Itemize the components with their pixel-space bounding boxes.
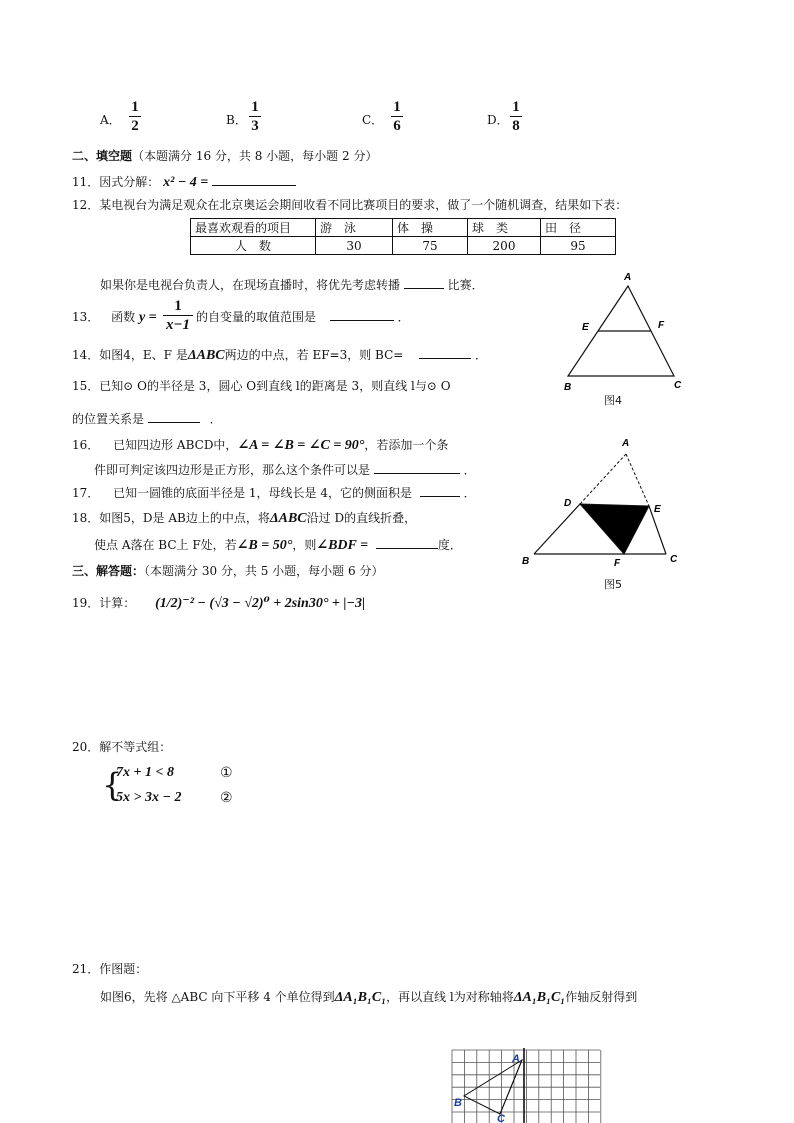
q13 bbox=[72, 308, 157, 326]
q14-number: 14． bbox=[72, 348, 100, 362]
q18-text: 如图5，D是 AB边上的中点，将 bbox=[99, 511, 270, 525]
fig5-label-c: C bbox=[670, 554, 678, 565]
q17-text: 已知一圆锥的底面半径是 1，母线长是 4，它的侧面积是 bbox=[113, 486, 413, 500]
q18-line2-text: 使点 A落在 BC上 F处，若 bbox=[94, 538, 237, 552]
option-a-letter: A． bbox=[100, 113, 121, 127]
q13-fraction bbox=[162, 297, 194, 334]
q14 bbox=[72, 346, 487, 364]
q14-text: 如图4，E、F 是 bbox=[99, 348, 188, 362]
option-b-denominator: 3 bbox=[251, 118, 259, 134]
q13-denominator: x−1 bbox=[165, 317, 191, 333]
section3-heading bbox=[72, 562, 383, 579]
option-a-numerator: 1 bbox=[131, 99, 139, 115]
figure-6-grid bbox=[450, 1048, 602, 1123]
q21-number: 21． bbox=[72, 962, 100, 976]
option-c-denominator: 6 bbox=[393, 118, 401, 134]
section2-title: 二、填空题 bbox=[72, 149, 133, 163]
q15-number: 15． bbox=[72, 379, 100, 393]
fig4-caption: 图4 bbox=[604, 394, 622, 407]
option-d-denominator: 8 bbox=[512, 118, 520, 134]
q13-suffix: 的自变量的取值范围是 bbox=[196, 310, 317, 324]
q14-triangle: ΔABC bbox=[187, 348, 225, 363]
fig6-label-b: B bbox=[454, 1097, 462, 1109]
q11-text: 因式分解： bbox=[99, 175, 160, 189]
q18-line2 bbox=[94, 536, 462, 554]
q18-angle-bdf: ∠BDF = bbox=[316, 538, 369, 553]
q14-text2: 两边的中点，若 EF=3，则 BC= bbox=[224, 348, 404, 362]
q20-brace: { bbox=[102, 766, 123, 804]
q16-text2: ，若添加一个条 bbox=[364, 438, 449, 452]
option-d-numerator: 1 bbox=[512, 99, 520, 115]
table-header-cell: 最喜欢观看的项目 bbox=[191, 219, 316, 237]
q21-line2b: ，再以直线 l为对称轴将 bbox=[386, 990, 514, 1004]
figure-5 bbox=[516, 434, 686, 574]
q21-line2 bbox=[100, 988, 637, 1006]
section2-heading bbox=[72, 147, 377, 164]
q15-line2-text: 的位置关系是 bbox=[72, 412, 145, 426]
q20-mark-1: ① bbox=[220, 765, 233, 781]
fig5-label-b: B bbox=[522, 556, 530, 567]
fig4-label-f: F bbox=[658, 320, 665, 331]
q18-text2: 沿过 D的直线折叠， bbox=[306, 511, 417, 525]
q19-text: 计算： bbox=[99, 596, 136, 610]
section3-note: （本题满分 30 分，共 5 小题，每小题 6 分） bbox=[144, 564, 384, 578]
q21-triangle-1: ΔA₁B₁C₁ bbox=[334, 990, 387, 1005]
q18-line2b: ，则 bbox=[292, 538, 317, 552]
option-d-letter: D． bbox=[487, 113, 509, 127]
q16-answer-blank[interactable] bbox=[374, 473, 460, 474]
q11-answer-blank[interactable] bbox=[212, 185, 296, 186]
fig4-label-c: C bbox=[674, 380, 682, 391]
fig6-grid-lines bbox=[452, 1050, 601, 1123]
q16-end: ． bbox=[463, 463, 476, 477]
q21-line2a: 如图6，先将 △ABC 向下平移 4 个单位得到 bbox=[100, 990, 335, 1004]
q20-mark-2: ② bbox=[220, 790, 233, 806]
q16-angles: ∠A = ∠B = ∠C = 90° bbox=[237, 438, 365, 453]
option-a-denominator: 2 bbox=[131, 118, 139, 134]
fig6-label-a: A bbox=[512, 1053, 520, 1065]
table-row bbox=[191, 237, 616, 255]
table-cell: 200 bbox=[468, 237, 541, 255]
option-d-fraction bbox=[508, 98, 524, 135]
q17-answer-blank[interactable] bbox=[420, 496, 460, 497]
table-cell: 75 bbox=[393, 237, 468, 255]
option-c-letter: C． bbox=[362, 113, 384, 127]
fig4-label-a: A bbox=[624, 272, 632, 283]
q13-answer-blank[interactable] bbox=[330, 320, 394, 321]
q12-text: 某电视台为满足观众在北京奥运会期间收看不同比赛项目的要求，做了一个随机调查，结果如下表： bbox=[99, 198, 628, 212]
option-c-fraction bbox=[389, 98, 405, 135]
q20-inequality-2: 5x > 3x − 2 bbox=[116, 790, 182, 805]
q16-line2 bbox=[94, 461, 476, 478]
q15 bbox=[72, 377, 451, 394]
q17-number: 17． bbox=[72, 486, 100, 500]
table-cell: 95 bbox=[541, 237, 616, 255]
q11 bbox=[72, 173, 296, 191]
q12-number: 12． bbox=[72, 198, 100, 212]
q19-expression: (1/2)⁻² − (√3 − √2)⁰ + 2sin30° + |−3| bbox=[155, 596, 366, 611]
q12-followup-a: 如果你是电视台负责人，在现场直播时，将优先考虑转播 bbox=[100, 278, 401, 292]
q13-y: y = bbox=[138, 310, 157, 325]
q15-text: 已知⊙ O的半径是 3，圆心 O到直线 l的距离是 3，则直线 l与⊙ O bbox=[99, 379, 451, 393]
fig5-side-bd bbox=[534, 504, 580, 554]
fig5-side-da-dashed bbox=[580, 454, 626, 504]
fig5-folded-triangle bbox=[580, 504, 649, 554]
q21 bbox=[72, 960, 147, 977]
fig5-label-d: D bbox=[564, 498, 572, 509]
q15-answer-blank[interactable] bbox=[148, 422, 200, 423]
q11-expression: x² − 4 = bbox=[163, 175, 209, 190]
q13-number: 13． bbox=[72, 310, 100, 324]
table-header-row bbox=[191, 219, 616, 237]
fig5-caption: 图5 bbox=[604, 578, 622, 591]
q21-triangle-2: ΔA₁B₁C₁ bbox=[513, 990, 566, 1005]
fig5-label-a: A bbox=[622, 438, 630, 449]
option-a-fraction bbox=[127, 98, 143, 135]
q11-number: 11． bbox=[72, 175, 100, 189]
q20-inequality-1: 7x + 1 < 8 bbox=[116, 765, 174, 780]
table-cell: 人 数 bbox=[191, 237, 316, 255]
q17-end: ． bbox=[463, 486, 476, 500]
q16 bbox=[72, 436, 448, 454]
q14-end: ． bbox=[474, 348, 487, 362]
q19 bbox=[72, 594, 365, 612]
q18-angle-b: ∠B = 50° bbox=[236, 538, 293, 553]
q18-end: 度． bbox=[437, 538, 462, 552]
table-header-cell: 游 泳 bbox=[316, 219, 393, 237]
fig5-label-e: E bbox=[654, 504, 661, 515]
fig4-label-e: E bbox=[582, 322, 589, 333]
table-cell: 30 bbox=[316, 237, 393, 255]
q13-numerator: 1 bbox=[174, 298, 182, 314]
q18-answer-blank[interactable] bbox=[376, 548, 438, 549]
q12-followup-b: 比赛． bbox=[447, 278, 484, 292]
q18-number: 18． bbox=[72, 511, 100, 525]
q16-line2-text: 件即可判定该四边形是正方形，那么这个条件可以是 bbox=[94, 463, 371, 477]
q16-number: 16． bbox=[72, 438, 100, 452]
fig6-label-c: C bbox=[497, 1113, 505, 1123]
option-b-numerator: 1 bbox=[251, 99, 259, 115]
q21-line2c: 作轴反射得到 bbox=[565, 990, 638, 1004]
option-c-numerator: 1 bbox=[393, 99, 401, 115]
q20-number: 20． bbox=[72, 740, 100, 754]
q12-answer-blank[interactable] bbox=[404, 288, 444, 289]
table-header-cell: 球 类 bbox=[468, 219, 541, 237]
q12 bbox=[72, 196, 627, 213]
fig4-label-b: B bbox=[564, 382, 572, 392]
option-b-fraction bbox=[247, 98, 263, 135]
q20 bbox=[72, 738, 171, 755]
table-header-cell: 体 操 bbox=[393, 219, 468, 237]
q18 bbox=[72, 509, 416, 527]
q20-ineq1-row bbox=[116, 765, 233, 781]
figure-4 bbox=[556, 266, 686, 392]
q19-number: 19． bbox=[72, 596, 100, 610]
q12-followup bbox=[100, 276, 484, 293]
section3-title: 三、解答题： bbox=[72, 564, 145, 578]
q20-text: 解不等式组： bbox=[99, 740, 172, 754]
q16-text: 已知四边形 ABCD中， bbox=[113, 438, 238, 452]
q18-triangle: ΔABC bbox=[269, 511, 307, 526]
table-header-cell: 田 径 bbox=[541, 219, 616, 237]
q13-rest bbox=[196, 308, 410, 325]
fig5-label-f: F bbox=[614, 558, 621, 569]
q21-text: 作图题： bbox=[99, 962, 148, 976]
q20-ineq2-row bbox=[116, 790, 233, 806]
q15-line2 bbox=[72, 410, 222, 427]
section2-note: （本题满分 16 分，共 8 小题，每小题 2 分） bbox=[132, 149, 378, 163]
q13-end: ． bbox=[397, 310, 410, 324]
q17 bbox=[72, 484, 476, 501]
q14-answer-blank[interactable] bbox=[419, 358, 471, 359]
option-b-letter: B． bbox=[226, 113, 247, 127]
fig5-side-ae-dashed bbox=[626, 454, 649, 506]
q15-end: ． bbox=[209, 412, 222, 426]
q13-prefix: 函数 bbox=[111, 310, 136, 324]
survey-table bbox=[190, 218, 616, 255]
